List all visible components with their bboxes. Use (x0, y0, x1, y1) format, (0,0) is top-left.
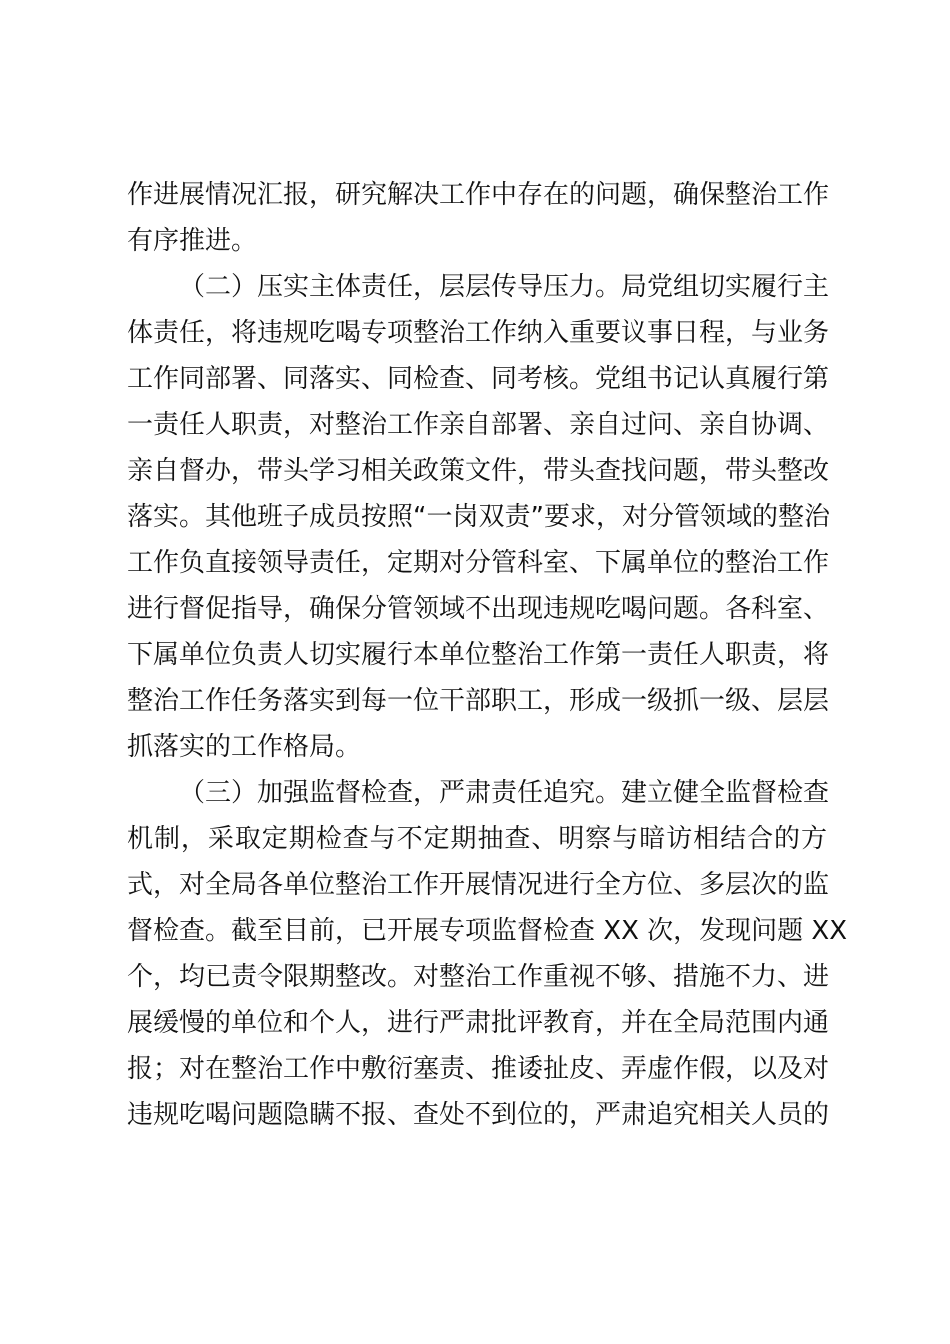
text-line: 下属单位负责人切实履行本单位整治工作第一责任人职责，将 (127, 640, 830, 670)
text-line: 报；对在整治工作中敷衍塞责、推诿扯皮、弄虚作假，以及对 (127, 1054, 830, 1084)
text-line: 机制，采取定期检查与不定期抽查、明察与暗访相结合的方 (127, 824, 827, 854)
text-line: 落实。其他班子成员按照“一岗双责”要求，对分管领域的整治 (127, 502, 830, 532)
text-line: 抓落实的工作格局。 (127, 732, 362, 762)
text-line: 整治工作任务落实到每一位干部职工，形成一级抓一级、层层 (127, 686, 830, 716)
text-line: 作进展情况汇报，研究解决工作中存在的问题，确保整治工作 (127, 180, 830, 210)
text-line: 体责任，将违规吃喝专项整治工作纳入重要议事日程，与业务 (127, 318, 830, 348)
text-line: 有序推进。 (127, 226, 258, 256)
text-line: 一责任人职责，对整治工作亲自部署、亲自过问、亲自协调、 (127, 410, 830, 440)
text-line: 个，均已责令限期整改。对整治工作重视不够、措施不力、进 (127, 962, 830, 992)
section-heading-line: （二）压实主体责任，层层传导压力。局党组切实履行主 (179, 272, 830, 302)
text-line: 式，对全局各单位整治工作开展情况进行全方位、多层次的监 (127, 870, 830, 900)
text-line: 督检查。截至目前，已开展专项监督检查 XX 次，发现问题 XX (127, 916, 848, 946)
text-line: 工作同部署、同落实、同检查、同考核。党组书记认真履行第 (127, 364, 830, 394)
section-heading-line: （三）加强监督检查，严肃责任追究。建立健全监督检查 (179, 778, 830, 808)
text-line: 违规吃喝问题隐瞒不报、查处不到位的，严肃追究相关人员的 (127, 1100, 830, 1130)
text-line: 亲自督办，带头学习相关政策文件，带头查找问题，带头整改 (127, 456, 830, 486)
text-line: 进行督促指导，确保分管领域不出现违规吃喝问题。各科室、 (127, 594, 830, 624)
text-line: 工作负直接领导责任，定期对分管科室、下属单位的整治工作 (127, 548, 830, 578)
text-line: 展缓慢的单位和个人，进行严肃批评教育，并在全局范围内通 (127, 1008, 830, 1038)
document-body (127, 172, 848, 1138)
